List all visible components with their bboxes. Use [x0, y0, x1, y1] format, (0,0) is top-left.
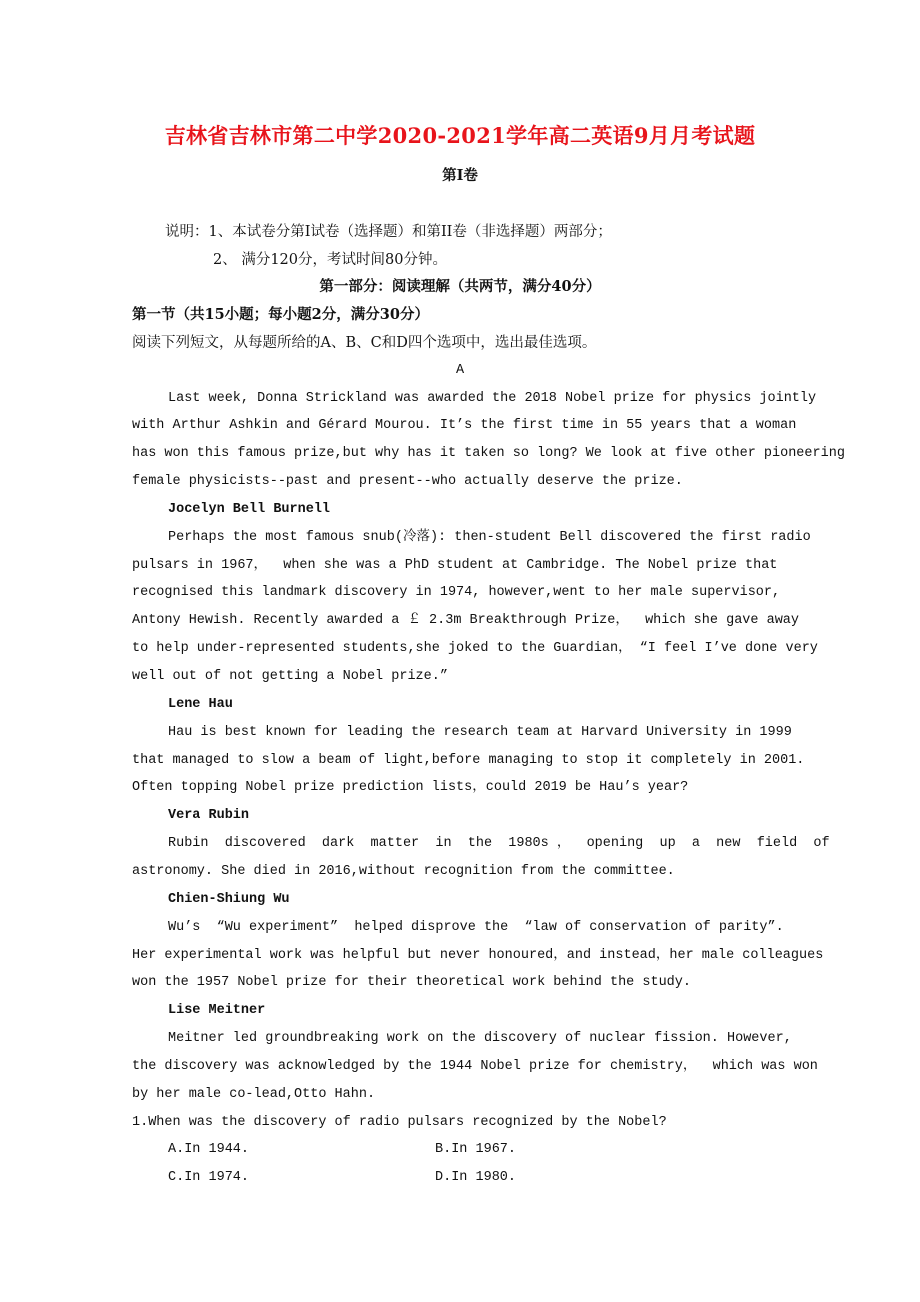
passage-line: Perhaps the most famous snub(冷落): then-student Bell discovered the first radio	[168, 529, 811, 545]
passage-line: well out of not getting a Nobel prize.”	[132, 669, 448, 684]
answer-option: A.In 1944.	[168, 1142, 250, 1158]
passage-line: Hau is best known for leading the research team at Harvard University in 1999	[168, 724, 792, 740]
passage-line: female physicists--past and present--who actually deserve the prize.	[132, 474, 683, 490]
volume-heading: 第I卷	[442, 167, 478, 184]
passage-line: Rubin discovered dark matter in the 1980s ， opening up a new field of	[168, 836, 830, 852]
passage-line: astronomy. She died in 2016,without recognition from the committee.	[132, 863, 675, 879]
answer-option: C.In 1974.	[168, 1170, 250, 1186]
passage-line: won the 1957 Nobel prize for their theoretical work behind the study.	[132, 975, 691, 991]
passage-line: has won this famous prize,but why has it taken so long? We look at five other pioneering	[132, 446, 845, 462]
section-heading: 第一节（共15小题；每小题2分，满分30分）	[132, 306, 429, 323]
passage-line: the discovery was acknowledged by the 1944 Nobel prize for chemistry， which was won	[132, 1058, 818, 1074]
section-name: Lise Meitner	[168, 1003, 266, 1019]
passage-line: that managed to slow a beam of light,before managing to stop it completely in 2001.	[132, 752, 805, 768]
section-name: Chien-Shiung Wu	[168, 891, 290, 907]
part-heading: 第一部分：阅读理解（共两节，满分40分）	[319, 278, 601, 295]
page-title: 吉林省吉林市第二中学2020-2021学年高二英语9月月考试题	[164, 123, 756, 148]
question-stem: 1.When was the discovery of radio pulsars recognized by the Nobel?	[132, 1114, 667, 1130]
answer-option: D.In 1980.	[435, 1170, 517, 1186]
passage-line: Last week, Donna Strickland was awarded the 2018 Nobel prize for physics jointly	[168, 390, 817, 406]
passage-line: with Arthur Ashkin and Gérard Mourou. It’s the first time in 55 years that a woman	[132, 418, 797, 434]
passage-line: recognised this landmark discovery in 1974, however,went to her male supervisor,	[132, 585, 781, 601]
passage-line: to help under-represented students,she joked to the Guardian， “I feel I’ve done very	[132, 641, 818, 657]
passage-label: A	[455, 363, 465, 378]
instructions-note-2: 2、 满分120分，考试时间80分钟。	[213, 252, 447, 268]
reading-instruction: 阅读下列短文，从每题所给的A、B、C和D四个选项中，选出最佳选项。	[132, 335, 597, 351]
passage-line: Wu’s “Wu experiment” helped disprove the “law of conservation of parity”.	[168, 919, 784, 935]
passage-line: Often topping Nobel prize prediction lists，could 2019 be Hau’s year?	[132, 780, 689, 796]
passage-line: Meitner led groundbreaking work on the discovery of nuclear fission. However,	[168, 1031, 792, 1047]
section-name: Jocelyn Bell Burnell	[168, 501, 331, 517]
passage-line: by her male co-lead,Otto Hahn.	[132, 1086, 376, 1102]
passage-line: pulsars in 1967， when she was a PhD student at Cambridge. The Nobel prize that	[132, 557, 778, 573]
passage-line: Antony Hewish. Recently awarded a ￡ 2.3m Breakthrough Prize， which she gave away	[132, 613, 800, 629]
passage-line: Her experimental work was helpful but never honoured，and instead，her male colleagues	[132, 947, 824, 963]
answer-option: B.In 1967.	[435, 1142, 517, 1158]
section-name: Lene Hau	[168, 696, 233, 712]
section-name: Vera Rubin	[168, 808, 250, 824]
instructions-note-1: 说明：1、本试卷分第I试卷（选择题）和第II卷（非选择题）两部分；	[165, 224, 612, 240]
